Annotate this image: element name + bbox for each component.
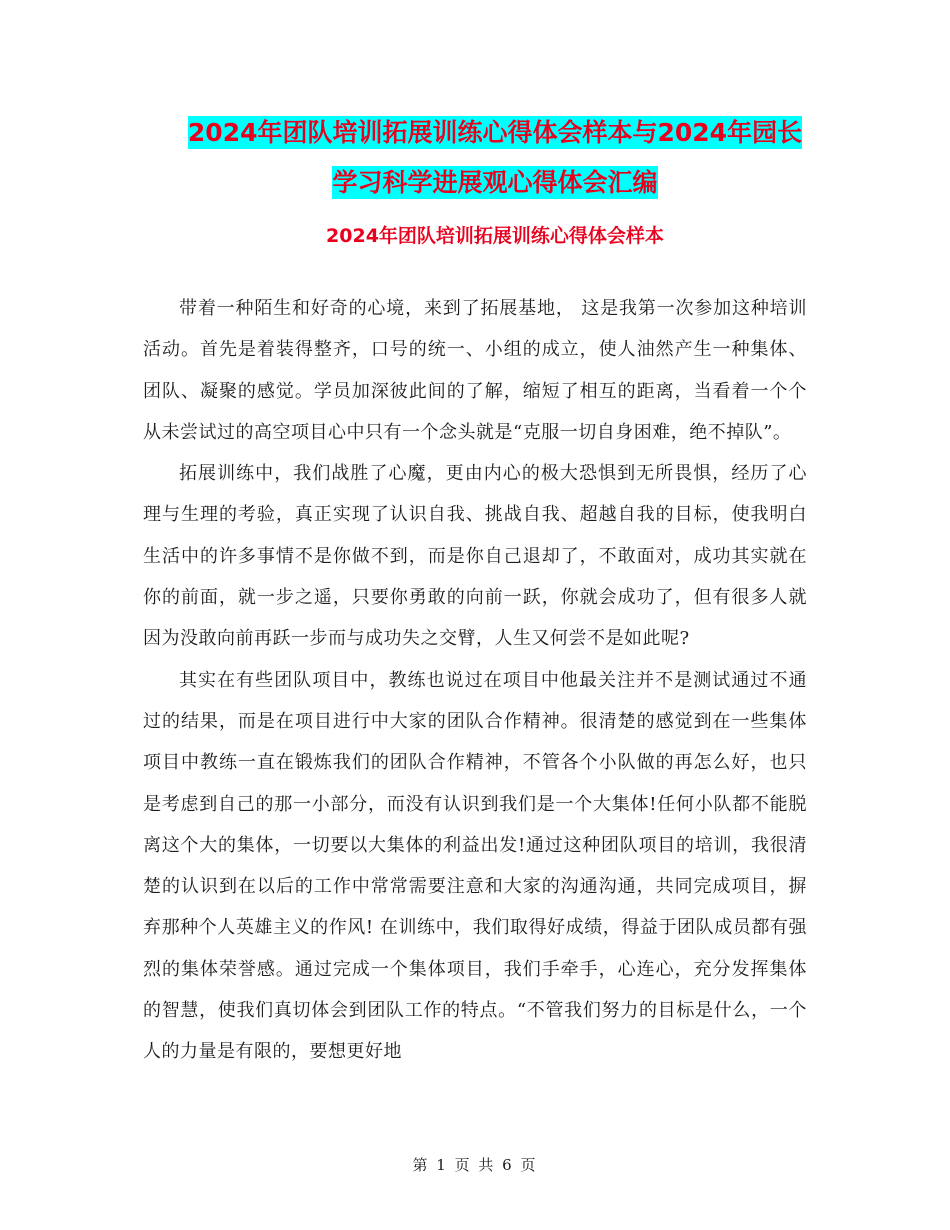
paragraph-1: 带着一种陌生和好奇的心境，来到了拓展基地， 这是我第一次参加这种培训活动。首先是着装得整齐，口号的统一、小组的成立，使人油然产生一种集体、团队、凝聚的感觉。学员加深彼此间的了解，缩短了相互的距离，当看着一个个从未尝试过的高空项目心中只有一个念头就是“克服一切自身困难，绝不掉队”。: [143, 298, 807, 443]
paragraph-2: 拓展训练中，我们战胜了心魔，更由内心的极大恐惧到无所畏惧，经历了心理与生理的考验，真正实现了认识自我、挑战自我、超越自我的目标，使我明白生活中的许多事情不是你做不到，而是你自己退却了，不敢面对，成功其实就在你的前面，就一步之遥，只要你勇敢的向前一跃，你就会成功了，但有很多人就因为没敢向前再跃一步而与成功失之交臂，人生又何尝不是如此呢?: [143, 463, 807, 650]
body-text: [143, 288, 807, 1073]
document-title-line-2: 学习科学进展观心得体会汇编: [332, 168, 658, 197]
document-title-line-1: 2024年团队培训拓展训练心得体会样本与2024年园长: [187, 118, 803, 147]
paragraph-3: 其实在有些团队项目中，教练也说过在项目中他最关注并不是测试通过不通过的结果，而是在项目进行中大家的团队合作精神。很清楚的感觉到在一些集体项目中教练一直在锻炼我们的团队合作精神，不管各个小队做的再怎么好，也只是考虑到自己的那一小部分，而没有认识到我们是一个大集体!任何小队都不能脱离这个大的集体，一切要以大集体的利益出发!通过这种团队项目的培训，我很清楚的认识到在以后的工作中常常需要注意和大家的沟通沟通，共同完成项目，摒弃那种个人英雄主义的作风! 在训练中，我们取得好成绩，得益于团队成员都有强烈的集体荣誉感。通过完成一个集体项目，我们手牵手，心连心，充分发挥集体的智慧，使我们真切体会到团队工作的特点。“不管我们努力的目标是什么，一个人的力量是有限的，要想更好地: [143, 669, 807, 1063]
section-title: 2024年团队培训拓展训练心得体会样本: [326, 225, 664, 247]
document-title: [140, 108, 850, 208]
page-footer: 第 1 页 共 6 页: [412, 1156, 538, 1174]
